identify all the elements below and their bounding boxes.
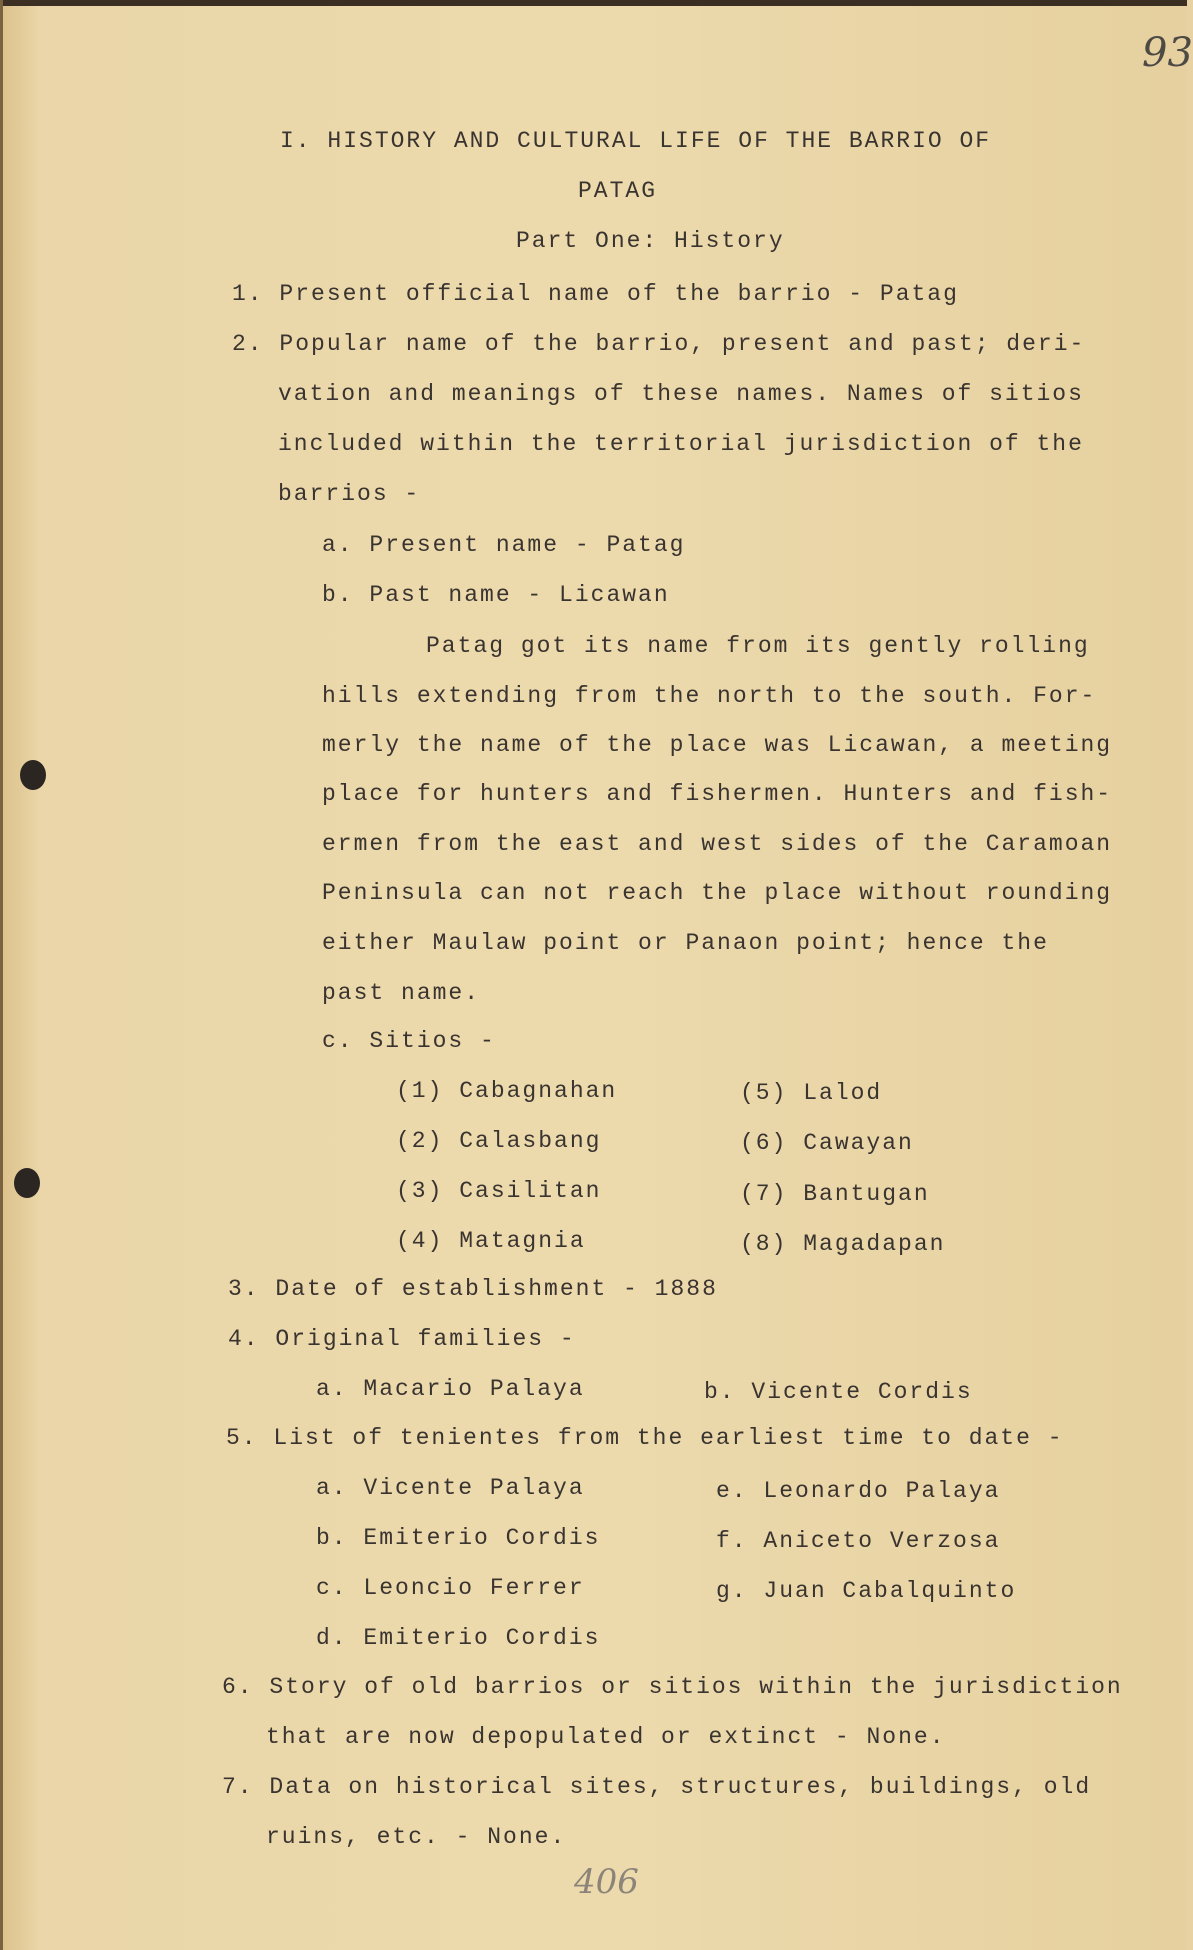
teniente-a: a. Vicente Palaya <box>316 1475 585 1501</box>
item-3: 3. Date of establishment - 1888 <box>228 1276 718 1302</box>
handwritten-stamp-number: 406 <box>574 1862 639 1902</box>
paragraph-line-3: merly the name of the place was Licawan, a meeting <box>322 732 1113 758</box>
paragraph-line-4: place for hunters and fishermen. Hunters and fish- <box>322 781 1113 807</box>
item-2a: a. Present name - Patag <box>322 532 686 558</box>
item-2-line-1: 2. Popular name of the barrio, present and past; deri- <box>232 331 1086 357</box>
teniente-e: e. Leonardo Palaya <box>716 1478 1001 1504</box>
family-b: b. Vicente Cordis <box>704 1379 973 1405</box>
sitio-1: (1) Cabagnahan <box>396 1078 618 1104</box>
teniente-d: d. Emiterio Cordis <box>316 1625 601 1651</box>
paragraph-line-5: ermen from the east and west sides of the Caramoan <box>322 831 1113 857</box>
paragraph-line-1: Patag got its name from its gently rolling <box>426 633 1090 659</box>
teniente-c: c. Leoncio Ferrer <box>316 1575 585 1601</box>
page-left-edge <box>0 0 3 1950</box>
punch-hole-upper <box>20 760 46 790</box>
item-2-line-2: vation and meanings of these names. Names of sitios <box>278 381 1084 407</box>
sitio-6: (6) Cawayan <box>740 1130 914 1156</box>
paragraph-line-2: hills extending from the north to the south. For- <box>322 683 1097 709</box>
sitio-3: (3) Casilitan <box>396 1178 602 1204</box>
item-2b: b. Past name - Licawan <box>322 582 670 608</box>
item-5: 5. List of tenientes from the earliest time to date - <box>226 1425 1064 1451</box>
page-top-edge <box>0 0 1187 6</box>
sitio-5: (5) Lalod <box>740 1080 883 1106</box>
family-a: a. Macario Palaya <box>316 1376 585 1402</box>
item-6-line-2: that are now depopulated or extinct - None. <box>266 1724 946 1750</box>
item-1: 1. Present official name of the barrio - Patag <box>232 281 959 307</box>
title-line-2: PATAG <box>578 178 658 204</box>
page-number: 93 <box>1142 30 1193 76</box>
teniente-g: g. Juan Cabalquinto <box>716 1578 1017 1604</box>
sitio-7: (7) Bantugan <box>740 1181 930 1207</box>
paragraph-line-7: either Maulaw point or Panaon point; hence the <box>322 930 1049 956</box>
item-2c: c. Sitios - <box>322 1028 496 1054</box>
paragraph-line-6: Peninsula can not reach the place without rounding <box>322 880 1113 906</box>
item-4: 4. Original families - <box>228 1326 576 1352</box>
item-7-line-2: ruins, etc. - None. <box>266 1824 567 1850</box>
title-line-1: I. HISTORY AND CULTURAL LIFE OF THE BARRIO OF <box>280 128 992 154</box>
part-one-subtitle: Part One: History <box>516 228 785 254</box>
sitio-8: (8) Magadapan <box>740 1231 946 1257</box>
sitio-2: (2) Calasbang <box>396 1128 602 1154</box>
item-6-line-1: 6. Story of old barrios or sitios within the jurisdiction <box>222 1674 1123 1700</box>
item-2-line-3: included within the territorial jurisdiction of the <box>278 431 1084 457</box>
teniente-b: b. Emiterio Cordis <box>316 1525 601 1551</box>
punch-hole-lower <box>14 1168 40 1198</box>
sitio-4: (4) Matagnia <box>396 1228 586 1254</box>
item-2-line-4: barrios - <box>278 481 421 507</box>
teniente-f: f. Aniceto Verzosa <box>716 1528 1001 1554</box>
item-7-line-1: 7. Data on historical sites, structures, buildings, old <box>222 1774 1092 1800</box>
paragraph-line-8: past name. <box>322 980 481 1006</box>
